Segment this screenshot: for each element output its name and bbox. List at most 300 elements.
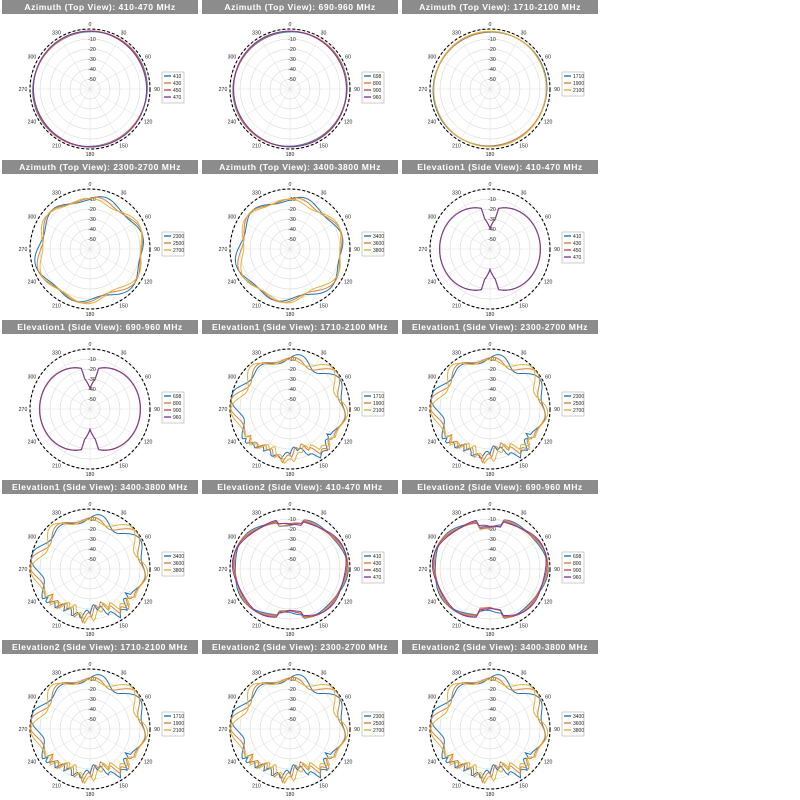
angle-tick-label: 210 — [452, 783, 461, 790]
angle-tick-label: 0 — [488, 182, 492, 188]
angle-tick-label: 240 — [427, 279, 437, 286]
radial-tick-label: -30 — [288, 217, 296, 223]
polar-plot — [0, 654, 200, 800]
angle-tick-label: 60 — [145, 694, 151, 701]
angle-tick-label: 90 — [154, 87, 160, 93]
radial-tick-label: -50 — [88, 557, 96, 563]
grid-spoke — [490, 569, 542, 599]
angle-tick-label: 150 — [319, 623, 328, 630]
angle-tick-label: 30 — [120, 510, 127, 517]
legend-label: 450 — [173, 88, 182, 94]
legend-label: 2100 — [173, 728, 185, 734]
angle-tick-label: 0 — [88, 342, 92, 348]
legend-label: 3600 — [373, 241, 385, 247]
grid-spoke — [460, 89, 490, 141]
legend-label: 3800 — [373, 248, 385, 254]
angle-tick-label: 270 — [218, 407, 228, 413]
angle-tick-label: 180 — [85, 792, 95, 798]
grid-spoke — [290, 89, 320, 141]
legend-label: 410 — [173, 74, 182, 80]
angle-tick-label: 0 — [88, 22, 92, 28]
grid-spoke — [38, 249, 90, 279]
angle-tick-label: 120 — [543, 439, 553, 446]
angle-tick-label: 210 — [52, 463, 61, 470]
radial-tick-label: -30 — [88, 57, 96, 63]
angle-tick-label: 150 — [119, 463, 128, 470]
legend-label: 900 — [173, 408, 182, 414]
angle-tick-label: 0 — [488, 502, 492, 508]
angle-tick-label: 210 — [252, 463, 261, 470]
angle-tick-label: 30 — [320, 30, 327, 37]
angle-tick-label: 150 — [319, 783, 328, 790]
angle-tick-label: 270 — [18, 567, 28, 573]
legend-label: 2500 — [573, 401, 585, 407]
grid-spoke — [290, 89, 342, 119]
grid-spoke — [38, 729, 90, 759]
radial-tick-label: -10 — [288, 357, 296, 363]
angle-tick-label: 0 — [288, 662, 292, 668]
legend-label: 698 — [373, 74, 382, 80]
chart-title: Azimuth (Top View): 1710-2100 MHz — [402, 0, 598, 14]
angle-tick-label: 270 — [18, 727, 28, 733]
legend-label: 698 — [173, 394, 182, 400]
angle-tick-label: 330 — [452, 190, 461, 197]
angle-tick-label: 240 — [427, 119, 437, 126]
angle-tick-label: 300 — [27, 694, 37, 701]
angle-tick-label: 30 — [320, 190, 327, 197]
legend-label: 2700 — [173, 248, 185, 254]
angle-tick-label: 240 — [427, 439, 437, 446]
grid-spoke — [38, 59, 90, 89]
radial-tick-label: -20 — [488, 367, 496, 373]
radial-tick-label: -10 — [288, 37, 296, 43]
angle-tick-label: 330 — [452, 350, 461, 357]
chart-title: Azimuth (Top View): 2300-2700 MHz — [2, 160, 198, 174]
legend-label: 1710 — [573, 74, 585, 80]
radial-tick-label: -10 — [288, 677, 296, 683]
legend-label: 3800 — [573, 728, 585, 734]
angle-tick-label: 90 — [554, 247, 560, 253]
grid-spoke — [438, 249, 490, 279]
series-trace — [40, 198, 142, 303]
radial-tick-label: -10 — [488, 197, 496, 203]
grid-spoke — [490, 409, 520, 461]
radial-tick-label: -50 — [488, 77, 496, 83]
legend-label: 800 — [173, 401, 182, 407]
grid-spoke — [60, 409, 90, 461]
radial-tick-label: -20 — [488, 687, 496, 693]
angle-tick-label: 240 — [27, 599, 37, 606]
angle-tick-label: 270 — [18, 87, 28, 93]
legend-label: 470 — [573, 255, 582, 261]
radial-tick-label: -30 — [288, 57, 296, 63]
angle-tick-label: 60 — [345, 214, 351, 221]
radial-tick-label: -40 — [488, 707, 496, 713]
grid-spoke — [60, 357, 90, 409]
angle-tick-label: 180 — [285, 152, 295, 158]
angle-tick-label: 120 — [343, 279, 353, 286]
angle-tick-label: 120 — [143, 759, 153, 766]
grid-spoke — [438, 59, 490, 89]
polar-chart-panel — [200, 480, 400, 640]
chart-title: Elevation1 (Side View): 2300-2700 MHz — [402, 320, 598, 334]
angle-tick-label: 180 — [285, 632, 295, 638]
angle-tick-label: 0 — [88, 182, 92, 188]
grid-spoke — [490, 219, 542, 249]
legend-label: 2300 — [573, 394, 585, 400]
polar-chart-panel — [400, 320, 600, 480]
radial-tick-label: -50 — [88, 397, 96, 403]
radial-tick-label: -30 — [488, 377, 496, 383]
legend-label: 960 — [373, 95, 382, 101]
angle-tick-label: 210 — [452, 303, 461, 310]
radial-tick-label: -30 — [288, 377, 296, 383]
grid-spoke — [460, 677, 490, 729]
angle-tick-label: 90 — [354, 407, 360, 413]
radial-tick-label: -30 — [288, 537, 296, 543]
series-trace — [31, 520, 148, 624]
angle-tick-label: 30 — [120, 670, 127, 677]
series-trace — [31, 680, 148, 784]
angle-tick-label: 120 — [343, 439, 353, 446]
legend-label: 470 — [373, 575, 382, 581]
chart-title: Elevation2 (Side View): 410-470 MHz — [202, 480, 398, 494]
grid-spoke — [290, 569, 342, 599]
polar-plot — [200, 334, 400, 480]
radial-tick-label: -10 — [288, 197, 296, 203]
grid-spoke — [90, 379, 142, 409]
radial-tick-label: -10 — [88, 677, 96, 683]
angle-tick-label: 120 — [143, 439, 153, 446]
grid-spoke — [438, 409, 490, 439]
legend-label: 1710 — [373, 394, 385, 400]
angle-tick-label: 150 — [519, 143, 528, 150]
radial-tick-label: -40 — [88, 67, 96, 73]
grid-spoke — [238, 569, 290, 599]
angle-tick-label: 60 — [545, 374, 551, 381]
grid-spoke — [490, 89, 542, 119]
angle-tick-label: 240 — [27, 119, 37, 126]
angle-tick-label: 0 — [88, 502, 92, 508]
angle-tick-label: 90 — [554, 727, 560, 733]
legend-label: 800 — [373, 81, 382, 87]
angle-tick-label: 60 — [545, 214, 551, 221]
angle-tick-label: 0 — [288, 22, 292, 28]
chart-title: Elevation2 (Side View): 690-960 MHz — [402, 480, 598, 494]
angle-tick-label: 330 — [252, 670, 261, 677]
chart-title: Elevation1 (Side View): 3400-3800 MHz — [2, 480, 198, 494]
radial-tick-label: -10 — [488, 517, 496, 523]
angle-tick-label: 180 — [485, 312, 495, 318]
polar-chart-panel — [400, 160, 600, 320]
grid-spoke — [490, 249, 520, 301]
angle-tick-label: 180 — [285, 312, 295, 318]
radial-tick-label: -50 — [288, 237, 296, 243]
legend-label: 960 — [573, 575, 582, 581]
angle-tick-label: 270 — [218, 247, 228, 253]
polar-plot — [200, 654, 400, 800]
grid-spoke — [290, 729, 320, 781]
polar-chart-panel — [0, 640, 200, 800]
grid-spoke — [290, 569, 320, 621]
legend-label: 1900 — [173, 721, 185, 727]
legend-label: 2700 — [573, 408, 585, 414]
angle-tick-label: 0 — [288, 502, 292, 508]
grid-spoke — [260, 37, 290, 89]
angle-tick-label: 270 — [218, 87, 228, 93]
radial-tick-label: -30 — [488, 537, 496, 543]
grid-spoke — [460, 357, 490, 409]
grid-spoke — [438, 89, 490, 119]
angle-tick-label: 180 — [85, 312, 95, 318]
angle-tick-label: 90 — [554, 87, 560, 93]
grid-spoke — [38, 569, 90, 599]
grid-spoke — [238, 89, 290, 119]
grid-spoke — [60, 89, 90, 141]
angle-tick-label: 240 — [227, 279, 237, 286]
legend-label: 2100 — [573, 88, 585, 94]
grid-spoke — [490, 249, 542, 279]
angle-tick-label: 300 — [227, 374, 237, 381]
angle-tick-label: 150 — [319, 303, 328, 310]
grid-spoke — [490, 539, 542, 569]
radial-tick-label: -20 — [288, 207, 296, 213]
angle-tick-label: 330 — [52, 190, 61, 197]
grid-spoke — [460, 197, 490, 249]
grid-spoke — [438, 219, 490, 249]
angle-tick-label: 330 — [452, 670, 461, 677]
chart-title: Elevation1 (Side View): 410-470 MHz — [402, 160, 598, 174]
angle-tick-label: 90 — [354, 247, 360, 253]
series-trace — [431, 680, 548, 784]
polar-chart-panel — [200, 160, 400, 320]
polar-plot — [0, 494, 200, 640]
grid-spoke — [290, 59, 342, 89]
series-trace — [431, 360, 548, 464]
radial-tick-label: -50 — [88, 77, 96, 83]
angle-tick-label: 90 — [354, 87, 360, 93]
angle-tick-label: 60 — [345, 54, 351, 61]
series-trace — [231, 360, 348, 464]
chart-title: Azimuth (Top View): 3400-3800 MHz — [202, 160, 398, 174]
angle-tick-label: 300 — [227, 534, 237, 541]
legend-label: 900 — [373, 88, 382, 94]
angle-tick-label: 30 — [520, 670, 527, 677]
polar-chart-panel — [200, 320, 400, 480]
polar-plot — [400, 654, 600, 800]
angle-tick-label: 210 — [452, 623, 461, 630]
angle-tick-label: 90 — [354, 727, 360, 733]
grid-spoke — [490, 729, 520, 781]
radial-tick-label: -40 — [88, 387, 96, 393]
angle-tick-label: 30 — [320, 670, 327, 677]
radial-tick-label: -50 — [488, 237, 496, 243]
polar-chart-panel — [400, 640, 600, 800]
grid-spoke — [238, 729, 290, 759]
radial-tick-label: -50 — [288, 77, 296, 83]
grid-spoke — [290, 249, 342, 279]
angle-tick-label: 300 — [227, 214, 237, 221]
grid-spoke — [490, 59, 542, 89]
legend-label: 410 — [573, 234, 582, 240]
radial-tick-label: -20 — [288, 527, 296, 533]
angle-tick-label: 270 — [418, 407, 428, 413]
grid-spoke — [490, 89, 520, 141]
angle-tick-label: 210 — [52, 303, 61, 310]
polar-chart-panel — [0, 160, 200, 320]
angle-tick-label: 300 — [427, 534, 437, 541]
series-trace — [231, 680, 348, 784]
angle-tick-label: 300 — [427, 214, 437, 221]
chart-title: Elevation2 (Side View): 3400-3800 MHz — [402, 640, 598, 654]
radial-tick-label: -50 — [288, 717, 296, 723]
radial-tick-label: -30 — [488, 697, 496, 703]
grid-spoke — [90, 59, 142, 89]
grid-spoke — [238, 59, 290, 89]
grid-spoke — [60, 37, 90, 89]
legend-label: 1900 — [373, 401, 385, 407]
angle-tick-label: 180 — [485, 792, 495, 798]
angle-tick-label: 270 — [18, 247, 28, 253]
angle-tick-label: 300 — [427, 374, 437, 381]
angle-tick-label: 60 — [145, 54, 151, 61]
radial-tick-label: -20 — [288, 47, 296, 53]
angle-tick-label: 330 — [52, 510, 61, 517]
grid-spoke — [238, 249, 290, 279]
angle-tick-label: 60 — [145, 214, 151, 221]
grid-spoke — [490, 569, 520, 621]
radial-tick-label: -50 — [88, 717, 96, 723]
angle-tick-label: 240 — [427, 759, 437, 766]
angle-tick-label: 30 — [520, 510, 527, 517]
polar-plot — [400, 14, 600, 160]
polar-plot — [400, 334, 600, 480]
angle-tick-label: 180 — [485, 152, 495, 158]
chart-title: Elevation2 (Side View): 1710-2100 MHz — [2, 640, 198, 654]
radial-tick-label: -40 — [88, 707, 96, 713]
radial-tick-label: -10 — [88, 517, 96, 523]
angle-tick-label: 240 — [27, 439, 37, 446]
angle-tick-label: 150 — [319, 143, 328, 150]
angle-tick-label: 270 — [218, 727, 228, 733]
legend-label: 3600 — [573, 721, 585, 727]
angle-tick-label: 0 — [488, 22, 492, 28]
angle-tick-label: 150 — [519, 463, 528, 470]
grid-spoke — [238, 219, 290, 249]
angle-tick-label: 300 — [227, 54, 237, 61]
radial-tick-label: -30 — [88, 697, 96, 703]
angle-tick-label: 180 — [85, 472, 95, 478]
angle-tick-label: 330 — [252, 190, 261, 197]
grid-spoke — [438, 539, 490, 569]
angle-tick-label: 270 — [218, 567, 228, 573]
angle-tick-label: 240 — [227, 599, 237, 606]
grid-spoke — [38, 89, 90, 119]
angle-tick-label: 210 — [252, 303, 261, 310]
grid-spoke — [260, 89, 290, 141]
angle-tick-label: 60 — [345, 694, 351, 701]
radial-tick-label: -20 — [88, 527, 96, 533]
polar-chart-panel — [400, 480, 600, 640]
legend-label: 800 — [573, 561, 582, 567]
legend-label: 430 — [373, 561, 382, 567]
legend-label: 430 — [573, 241, 582, 247]
radial-tick-label: -40 — [488, 67, 496, 73]
legend-label: 3400 — [573, 714, 585, 720]
angle-tick-label: 270 — [18, 407, 28, 413]
grid-spoke — [438, 569, 490, 599]
angle-tick-label: 180 — [85, 632, 95, 638]
polar-plot — [400, 174, 600, 320]
legend-label: 410 — [373, 554, 382, 560]
angle-tick-label: 210 — [52, 143, 61, 150]
grid-spoke — [460, 37, 490, 89]
legend-label: 2500 — [373, 721, 385, 727]
angle-tick-label: 90 — [154, 567, 160, 573]
angle-tick-label: 150 — [319, 463, 328, 470]
angle-tick-label: 330 — [252, 510, 261, 517]
radial-tick-label: -40 — [488, 387, 496, 393]
radial-tick-label: -40 — [488, 227, 496, 233]
angle-tick-label: 300 — [27, 374, 37, 381]
radial-tick-label: -20 — [88, 367, 96, 373]
grid-spoke — [90, 409, 120, 461]
grid-spoke — [290, 409, 320, 461]
angle-tick-label: 330 — [252, 350, 261, 357]
radial-tick-label: -50 — [88, 237, 96, 243]
angle-tick-label: 120 — [543, 759, 553, 766]
radial-tick-label: -30 — [88, 217, 96, 223]
angle-tick-label: 90 — [354, 567, 360, 573]
chart-title: Elevation2 (Side View): 2300-2700 MHz — [202, 640, 398, 654]
radial-tick-label: -40 — [288, 707, 296, 713]
angle-tick-label: 150 — [519, 623, 528, 630]
angle-tick-label: 90 — [154, 727, 160, 733]
angle-tick-label: 240 — [227, 119, 237, 126]
polar-plot — [200, 174, 400, 320]
radial-tick-label: -40 — [288, 387, 296, 393]
polar-plot — [0, 14, 200, 160]
radial-tick-label: -30 — [288, 697, 296, 703]
angle-tick-label: 330 — [452, 30, 461, 37]
angle-tick-label: 30 — [320, 510, 327, 517]
angle-tick-label: 60 — [345, 374, 351, 381]
radial-tick-label: -40 — [288, 67, 296, 73]
angle-tick-label: 240 — [427, 599, 437, 606]
angle-tick-label: 300 — [27, 54, 37, 61]
angle-tick-label: 120 — [343, 599, 353, 606]
angle-tick-label: 120 — [343, 759, 353, 766]
angle-tick-label: 60 — [545, 694, 551, 701]
grid-spoke — [238, 539, 290, 569]
radial-tick-label: -40 — [88, 227, 96, 233]
angle-tick-label: 150 — [119, 783, 128, 790]
polar-chart-panel — [0, 320, 200, 480]
angle-tick-label: 120 — [143, 279, 153, 286]
angle-tick-label: 300 — [27, 214, 37, 221]
radial-tick-label: -10 — [488, 357, 496, 363]
angle-tick-label: 270 — [418, 727, 428, 733]
angle-tick-label: 210 — [252, 143, 261, 150]
radial-tick-label: -20 — [88, 47, 96, 53]
grid-spoke — [38, 379, 90, 409]
grid-spoke — [90, 729, 120, 781]
grid-spoke — [90, 89, 142, 119]
polar-plot — [400, 494, 600, 640]
radial-tick-label: -30 — [88, 537, 96, 543]
legend-label: 450 — [573, 248, 582, 254]
angle-tick-label: 180 — [85, 152, 95, 158]
